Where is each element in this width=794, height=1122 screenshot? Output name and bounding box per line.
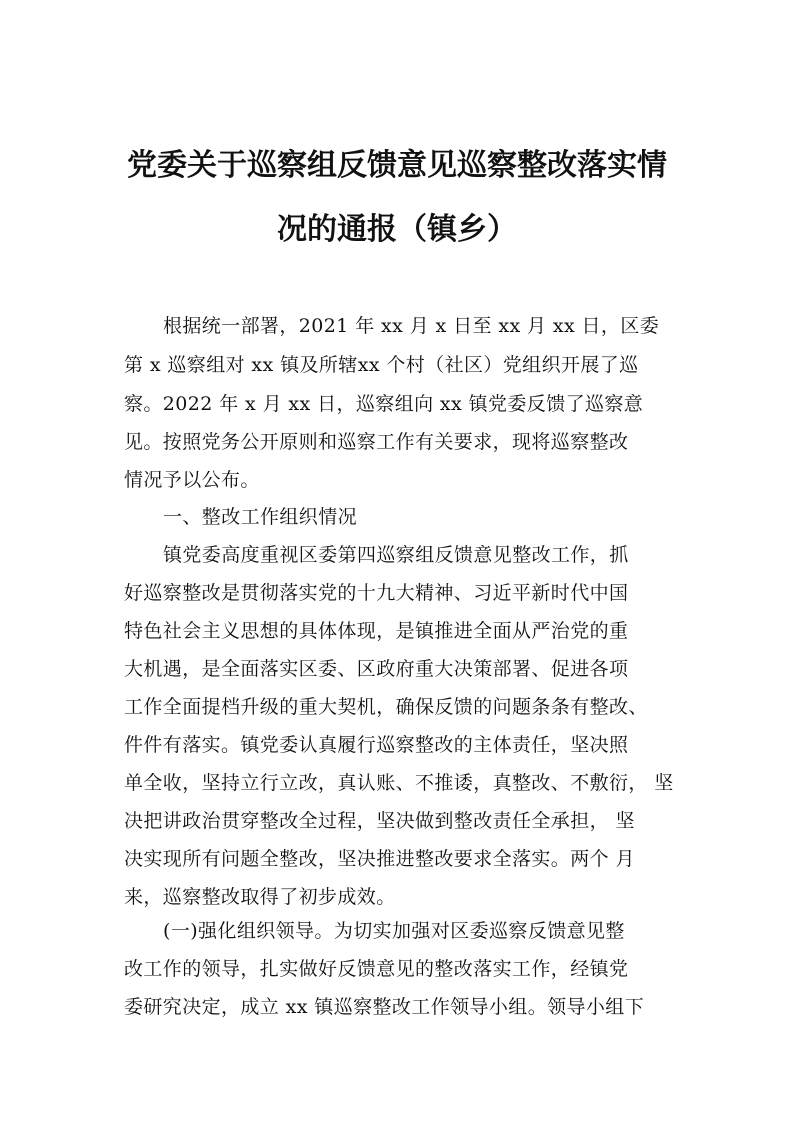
document-title-line-1: 党委关于巡察组反馈意见巡察整改落实情 (127, 148, 667, 183)
body-line: 大机遇，是全面落实区委、区政府重大决策部署、促进各项 (124, 658, 629, 680)
section-heading: 一、整改工作组织情况 (163, 506, 358, 528)
body-line: 特色社会主义思想的具体体现，是镇推进全面从严治党的重 (124, 620, 629, 642)
subsection-line: (一)强化组织领导。为切实加强对区委巡察反馈意见整 (163, 920, 625, 942)
body-line: 见。按照党务公开原则和巡察工作有关要求，现将巡察整改 (124, 431, 629, 453)
body-line: 镇党委高度重视区委第四巡察组反馈意见整改工作，抓 (163, 544, 629, 566)
body-line: 件件有落实。镇党委认真履行巡察整改的主体责任，坚决照 (124, 734, 629, 756)
body-line: 根据统一部署，2021 年 xx 月 x 日至 xx 月 xx 日，区委 (163, 315, 660, 337)
body-line: 第 x 巡察组对 xx 镇及所辖xx 个村（社区）党组织开展了巡 (124, 354, 639, 376)
body-line: 改工作的领导，扎实做好反馈意见的整改落实工作，经镇党 (124, 958, 629, 980)
body-line: 察。2022 年 x 月 xx 日，巡察组向 xx 镇党委反馈了巡察意 (124, 393, 644, 415)
body-line: 来，巡察整改取得了初步成效。 (124, 886, 396, 908)
body-line: 单全收，坚持立行立改，真认账、不推诿，真整改、不敷衍， 坚 (124, 772, 674, 794)
document-title-line-2: 况的通报（镇乡） (277, 212, 517, 247)
body-line: 工作全面提档升级的重大契机，确保反馈的问题条条有整改、 (124, 696, 648, 718)
body-line: 决实现所有问题全整改，坚决推进整改要求全落实。两个 月 (124, 848, 635, 870)
body-line: 好巡察整改是贯彻落实党的十九大精神、习近平新时代中国 (124, 582, 629, 604)
body-line: 委研究决定，成立 xx 镇巡察整改工作领导小组。领导小组下 (124, 996, 645, 1018)
body-line: 情况予以公布。 (124, 469, 260, 491)
body-line: 决把讲政治贯穿整改全过程，坚决做到整改责任全承担， 坚 (124, 810, 635, 832)
